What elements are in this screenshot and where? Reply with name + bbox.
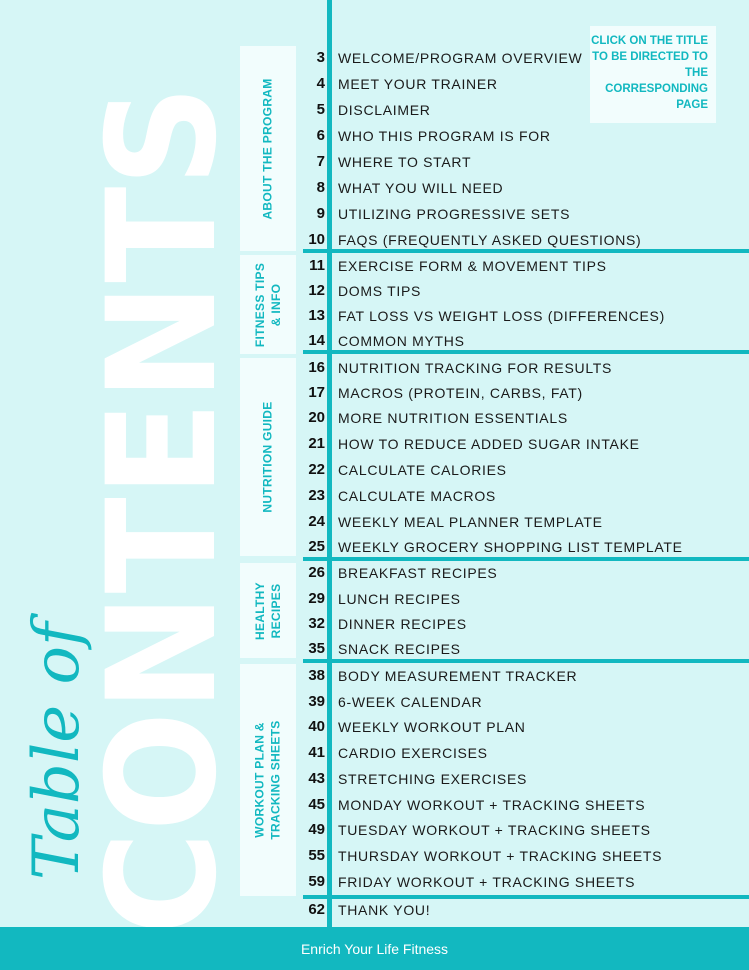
- toc-entry-title[interactable]: DINNER RECIPES: [338, 616, 467, 632]
- toc-entry-title[interactable]: THANK YOU!: [338, 902, 431, 918]
- toc-entry[interactable]: [300, 484, 749, 510]
- script-word-text: Table of: [20, 622, 94, 880]
- page-number[interactable]: 21: [308, 435, 325, 452]
- toc-entry-title[interactable]: FAT LOSS VS WEIGHT LOSS (DIFFERENCES): [338, 308, 665, 324]
- toc-entry[interactable]: [300, 176, 749, 202]
- section-label-healthy-recipes: [240, 563, 296, 658]
- footer-bar: [0, 927, 749, 970]
- page-number[interactable]: 59: [308, 873, 325, 890]
- toc-entry[interactable]: [300, 202, 749, 228]
- contents-heading: [76, 31, 250, 940]
- toc-entry-title[interactable]: COMMON MYTHS: [338, 333, 465, 349]
- toc-entry[interactable]: [300, 612, 749, 638]
- section-label-workout-plan: [240, 664, 296, 896]
- section-label-text: NUTRITION GUIDE: [261, 401, 276, 513]
- page-number[interactable]: 6: [316, 127, 325, 144]
- toc-entry-title[interactable]: WEEKLY MEAL PLANNER TEMPLATE: [338, 514, 603, 530]
- toc-entry[interactable]: [300, 587, 749, 613]
- page-number[interactable]: 26: [308, 564, 325, 581]
- page-number[interactable]: 55: [308, 847, 325, 864]
- page-number[interactable]: 35: [308, 640, 325, 657]
- toc-entry-title[interactable]: LUNCH RECIPES: [338, 591, 461, 607]
- toc-entry-title[interactable]: SNACK RECIPES: [338, 641, 461, 657]
- section-label-fitness-tips: [240, 255, 296, 354]
- section-divider: [303, 350, 749, 354]
- page-number[interactable]: 29: [308, 590, 325, 607]
- toc-entry-title[interactable]: MONDAY WORKOUT + TRACKING SHEETS: [338, 797, 646, 813]
- page-number[interactable]: 10: [308, 231, 325, 248]
- page-number[interactable]: 23: [308, 487, 325, 504]
- toc-entry-title[interactable]: EXERCISE FORM & MOVEMENT TIPS: [338, 258, 607, 274]
- toc-entry-title[interactable]: MEET YOUR TRAINER: [338, 76, 498, 92]
- toc-entry-title[interactable]: WELCOME/PROGRAM OVERVIEW: [338, 50, 583, 66]
- section-label-nutrition-guide: [240, 358, 296, 556]
- toc-entry-title[interactable]: TUESDAY WORKOUT + TRACKING SHEETS: [338, 822, 651, 838]
- toc-entry-title[interactable]: HOW TO REDUCE ADDED SUGAR INTAKE: [338, 436, 640, 452]
- page-number[interactable]: 5: [316, 101, 325, 118]
- click-instruction-note: [590, 26, 716, 123]
- page-number[interactable]: 14: [308, 332, 325, 349]
- section-divider: [303, 659, 749, 663]
- section-label-text: HEALTHY RECIPES: [253, 581, 284, 640]
- toc-entry-title[interactable]: BODY MEASUREMENT TRACKER: [338, 668, 578, 684]
- section-label-text: ABOUT THE PROGRAM: [261, 77, 276, 220]
- page-number[interactable]: 8: [316, 179, 325, 196]
- toc-entry[interactable]: [300, 715, 749, 741]
- page-number[interactable]: 9: [316, 205, 325, 222]
- page-number[interactable]: 49: [308, 821, 325, 838]
- toc-entry-title[interactable]: BREAKFAST RECIPES: [338, 565, 498, 581]
- page-number[interactable]: 39: [308, 693, 325, 710]
- toc-entry[interactable]: [300, 818, 749, 844]
- toc-entry-title[interactable]: MACROS (PROTEIN, CARBS, FAT): [338, 385, 583, 401]
- toc-entry[interactable]: [300, 870, 749, 896]
- toc-entry[interactable]: [300, 510, 749, 536]
- toc-entry[interactable]: [300, 304, 749, 330]
- page-number[interactable]: 11: [309, 257, 325, 274]
- toc-entry-thank-you[interactable]: [300, 898, 749, 924]
- toc-entry-title[interactable]: FAQS (FREQUENTLY ASKED QUESTIONS): [338, 232, 642, 248]
- toc-entry[interactable]: [300, 432, 749, 458]
- click-instruction-text: CLICK ON THE TITLE TO BE DIRECTED TO THE CORRESPONDING PAGE: [591, 35, 708, 111]
- toc-entry-title[interactable]: CARDIO EXERCISES: [338, 745, 488, 761]
- toc-entry-title[interactable]: 6-WEEK CALENDAR: [338, 694, 483, 710]
- toc-entry[interactable]: [300, 150, 749, 176]
- toc-entry-title[interactable]: STRETCHING EXERCISES: [338, 771, 528, 787]
- section-label-text: WORKOUT PLAN & TRACKING SHEETS: [253, 720, 283, 840]
- footer-brand: Enrich Your Life Fitness: [300, 940, 449, 957]
- page-number[interactable]: 24: [308, 513, 325, 530]
- toc-entry[interactable]: [300, 664, 749, 690]
- toc-entry-title[interactable]: WHO THIS PROGRAM IS FOR: [338, 128, 551, 144]
- section-label-text: FITNESS TIPS & INFO: [253, 262, 283, 347]
- toc-entry-title[interactable]: NUTRITION TRACKING FOR RESULTS: [338, 360, 613, 376]
- page-number[interactable]: 32: [308, 615, 325, 632]
- page-number[interactable]: 45: [308, 796, 325, 813]
- page-number[interactable]: 7: [316, 153, 325, 170]
- toc-entry[interactable]: [300, 458, 749, 484]
- toc-entry-title[interactable]: UTILIZING PROGRESSIVE SETS: [338, 206, 571, 222]
- toc-entry[interactable]: [300, 406, 749, 432]
- page-number[interactable]: 4: [316, 75, 325, 92]
- toc-entry-title[interactable]: DISCLAIMER: [338, 102, 431, 118]
- section-divider: [303, 249, 749, 253]
- toc-entry[interactable]: [300, 254, 749, 280]
- page-number[interactable]: 17: [308, 384, 325, 401]
- toc-entry[interactable]: [300, 844, 749, 870]
- page-number[interactable]: 40: [308, 718, 325, 735]
- toc-entry[interactable]: [300, 381, 749, 407]
- toc-entry[interactable]: [300, 561, 749, 587]
- page-number[interactable]: 25: [308, 538, 325, 555]
- toc-entry[interactable]: [300, 124, 749, 150]
- toc-entry-title[interactable]: MORE NUTRITION ESSENTIALS: [338, 410, 568, 426]
- toc-entry[interactable]: [300, 356, 749, 382]
- toc-entry[interactable]: [300, 767, 749, 793]
- toc-entry-title[interactable]: DOMS TIPS: [338, 283, 422, 299]
- toc-entry[interactable]: [300, 279, 749, 305]
- toc-entry[interactable]: [300, 690, 749, 716]
- page-number[interactable]: 3: [316, 49, 325, 66]
- page-number[interactable]: 41: [308, 744, 325, 761]
- page-number[interactable]: 43: [308, 770, 325, 787]
- page-number[interactable]: 38: [308, 667, 325, 684]
- toc-entry-title[interactable]: CALCULATE MACROS: [338, 488, 496, 504]
- page-number[interactable]: 62: [308, 901, 325, 918]
- section-label-about-program: [240, 46, 296, 251]
- big-word-text: CONTENTS: [76, 31, 250, 935]
- toc-entry-title[interactable]: FRIDAY WORKOUT + TRACKING SHEETS: [338, 874, 636, 890]
- page-number[interactable]: 20: [308, 409, 325, 426]
- toc-entry-title[interactable]: THURSDAY WORKOUT + TRACKING SHEETS: [338, 848, 663, 864]
- page-number[interactable]: 13: [308, 307, 325, 324]
- toc-entry-title[interactable]: WEEKLY GROCERY SHOPPING LIST TEMPLATE: [338, 539, 683, 555]
- page-number[interactable]: 16: [308, 359, 325, 376]
- toc-entry-title[interactable]: WEEKLY WORKOUT PLAN: [338, 719, 526, 735]
- page-number[interactable]: 22: [308, 461, 325, 478]
- toc-entry-title[interactable]: CALCULATE CALORIES: [338, 462, 507, 478]
- toc-entry-title[interactable]: WHERE TO START: [338, 154, 472, 170]
- toc-entry[interactable]: [300, 741, 749, 767]
- toc-entry[interactable]: [300, 793, 749, 819]
- toc-entry-title[interactable]: WHAT YOU WILL NEED: [338, 180, 504, 196]
- page-number[interactable]: 12: [308, 282, 325, 299]
